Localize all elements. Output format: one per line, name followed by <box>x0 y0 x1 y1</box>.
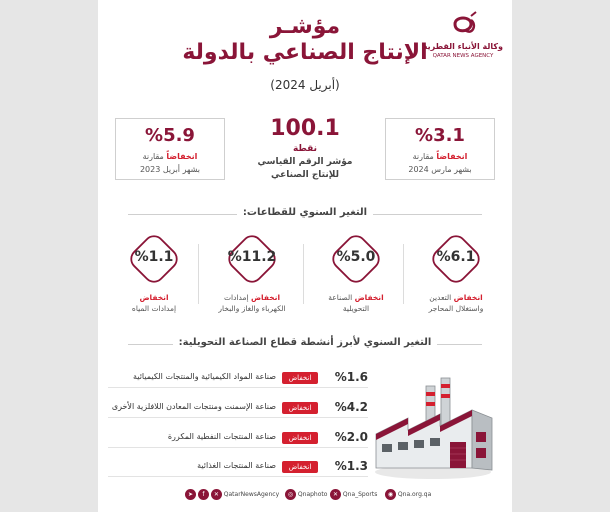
sports-handle-link[interactable]: Qna_Sports <box>342 491 378 498</box>
sectors-heading <box>98 207 512 221</box>
activity-value: %2.0 <box>334 430 368 444</box>
activity-value: %1.6 <box>334 370 368 384</box>
decrease-word: انخفاض <box>453 293 483 302</box>
sector-value: %6.1 <box>436 249 476 265</box>
stat-label <box>116 152 224 161</box>
compare-word: مقارنة <box>412 152 434 161</box>
index-value: 100.1 <box>270 116 340 141</box>
decrease-word: انخفاض <box>139 293 169 302</box>
sector-manufacturing <box>314 232 398 322</box>
sector-label <box>414 292 498 314</box>
activity-name: صناعة الإسمنت ومنتجات المعادن اللافلزية الأخرى <box>111 402 276 411</box>
photo-handle-link[interactable]: Qnaphoto <box>297 491 328 498</box>
sector-value: %1.1 <box>134 249 174 265</box>
decrease-word: انخفاض <box>354 293 384 302</box>
stat-value: %5.9 <box>145 125 195 146</box>
activity-cement <box>108 400 368 418</box>
subtitle-period: (أبريل 2024) <box>270 78 340 92</box>
stat-yearly-change <box>115 118 225 180</box>
globe-icon[interactable]: ◉ <box>385 489 396 500</box>
divider <box>108 447 368 448</box>
instagram-icon[interactable]: ◎ <box>285 489 296 500</box>
activity-value: %1.3 <box>334 459 368 473</box>
decrease-word: انخفاضاً <box>166 152 198 161</box>
factory-illustration <box>368 372 498 482</box>
telegram-icon[interactable]: ➤ <box>185 489 196 500</box>
index-label-2: للإنتاج الصناعي <box>271 170 339 180</box>
logo-arabic-text: وكالة الأنباء القطرية <box>422 42 503 51</box>
activity-name: صناعة المنتجات الغذائية <box>197 461 276 470</box>
decrease-word: انخفاض <box>250 293 281 302</box>
divider <box>108 387 368 388</box>
activities-title: التغير السنوي لأبرز أنشطة قطاع الصناعة التحويلية: <box>173 337 438 348</box>
sector-value: %11.2 <box>227 249 277 265</box>
sector-name-line2: التحويلية <box>342 304 370 313</box>
compare-word: مقارنة <box>142 152 164 161</box>
sector-electricity <box>210 232 294 322</box>
footer-social-group <box>185 489 279 501</box>
infographic-card <box>98 0 512 512</box>
sector-mining <box>414 232 498 322</box>
footer-photo-group <box>285 489 327 501</box>
activity-chemicals <box>108 370 368 388</box>
sector-label <box>112 292 196 314</box>
logo-english-text: QATAR NEWS AGENCY <box>432 53 494 59</box>
facebook-icon[interactable]: f <box>198 489 209 500</box>
sector-value: %5.0 <box>336 249 376 265</box>
index-label-1: مؤشر الرقم القياسي <box>257 157 353 167</box>
sector-water <box>112 232 196 322</box>
footer-social-bar <box>98 486 512 504</box>
stat-period: بشهر مارس 2024 <box>408 165 472 174</box>
sector-name: الصناعة <box>328 293 353 302</box>
footer-sports-group <box>330 489 377 501</box>
x-twitter-icon[interactable]: ✕ <box>330 489 341 500</box>
decrease-badge: انخفاض <box>282 461 318 473</box>
activity-refined-petroleum <box>108 430 368 448</box>
sector-name-line2: الكهرباء والغاز والبخار <box>218 304 286 313</box>
website-link[interactable]: Qna.org.qa <box>397 491 432 498</box>
sector-name-line2: واستغلال المحاجر <box>428 304 484 313</box>
x-twitter-icon[interactable]: ✕ <box>211 489 222 500</box>
sectors-title: التغير السنوي للقطاعات: <box>237 207 373 218</box>
title-line-2: الإنتاج الصناعي بالدولة <box>182 40 428 65</box>
title-line-1: مؤشـر <box>269 14 341 39</box>
decrease-word: انخفاضاً <box>436 152 468 161</box>
divider <box>108 417 368 418</box>
decrease-badge: انخفاض <box>282 402 318 414</box>
activity-value: %4.2 <box>334 400 368 414</box>
stat-value: %3.1 <box>415 125 465 146</box>
activities-heading <box>98 337 512 351</box>
activity-name: صناعة المنتجات النفطية المكررة <box>167 432 276 441</box>
social-handle-link[interactable]: QatarNewsAgency <box>223 491 280 498</box>
sector-name: التعدين <box>429 293 452 302</box>
sector-label <box>210 292 294 314</box>
sector-name: إمدادات <box>223 293 249 302</box>
divider <box>108 476 368 477</box>
index-unit: نقطة <box>292 144 318 154</box>
activity-food <box>108 459 368 477</box>
activity-name: صناعة المواد الكيميائية والمنتجات الكيميائية <box>133 372 276 381</box>
divider <box>403 244 404 304</box>
divider <box>303 244 304 304</box>
footer-web-group <box>385 489 431 501</box>
divider <box>198 244 199 304</box>
decrease-badge: انخفاض <box>282 432 318 444</box>
stat-period: بشهر أبريل 2023 <box>139 165 201 174</box>
sector-label <box>314 292 398 314</box>
decrease-badge: انخفاض <box>282 372 318 384</box>
sector-name-line2: إمدادات المياه <box>131 304 177 313</box>
